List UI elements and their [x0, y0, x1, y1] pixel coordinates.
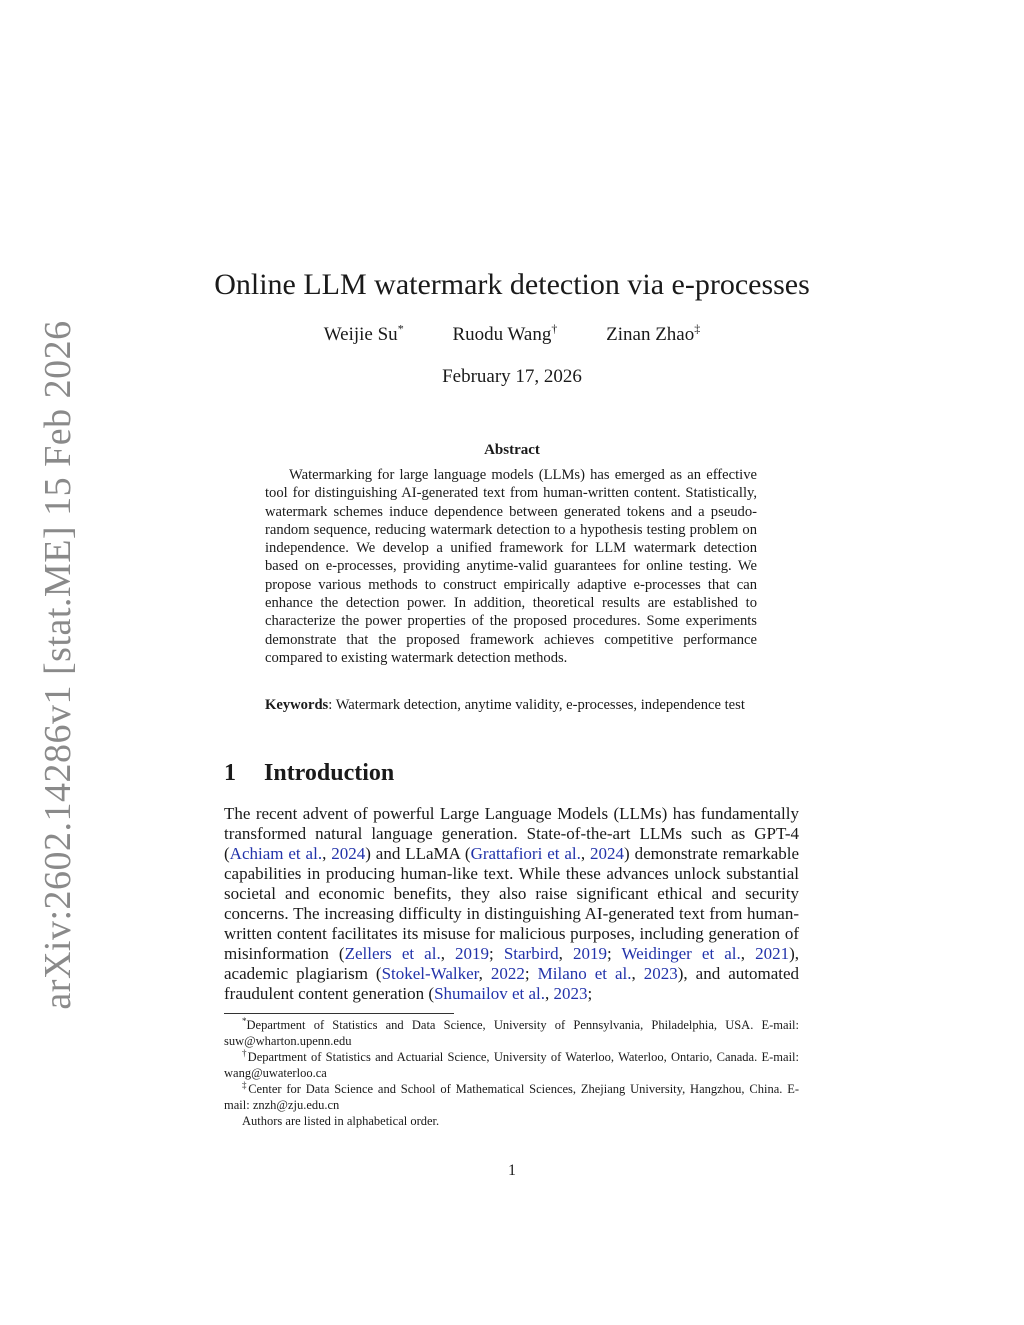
keywords-label: Keywords	[265, 697, 329, 713]
citation-link-stokel-walker[interactable]: Stokel-Walker	[381, 964, 479, 983]
intro-text: ;	[606, 944, 622, 963]
paper-date: February 17, 2026	[442, 366, 582, 387]
citation-link-grattafiori[interactable]: Grattafiori et al.	[470, 844, 581, 863]
abstract-text: Watermarking for large language models (LLMs) has emerged as an effective tool for distinguishing AI-generated text from human-written content. Statistically, watermark schemes induce dependence between generated tokens and a pseudo-random sequence, reducing watermark detection to a hypothesis testing problem on independence. We develop a unified framework for LLM watermark detection based on e-processes, providing anytime-valid guarantees for online testing. We propose various methods to construct empirically adaptive e-processes that can enhance the detection power. In addition, theoretical results are established to characterize the power properties of the proposed procedures. Some experiments demonstrate that the proposed framework achieves competitive performance compared to existing watermark detection methods.	[265, 467, 757, 666]
author-zhao	[606, 321, 701, 346]
footnote-mark: ‡	[242, 1079, 249, 1090]
citation-year-link-milano[interactable]: 2023	[643, 964, 678, 983]
citation-link-weidinger[interactable]: Weidinger et al.	[621, 944, 741, 963]
author-footnote-mark: †	[551, 321, 558, 336]
intro-text: ), and automated fraudulent content generation (	[224, 964, 800, 1003]
footnote-mark: *	[242, 1015, 247, 1026]
section-heading-introduction	[224, 760, 394, 787]
intro-text: ), academic plagiarism (	[224, 944, 800, 983]
citation-year-link-weidinger[interactable]: 2021	[755, 944, 790, 963]
footnote-divider	[224, 1013, 454, 1014]
citation-year-link-stokel-walker[interactable]: 2022	[490, 964, 525, 983]
citation-year-link-zellers[interactable]: 2019	[455, 944, 490, 963]
footnotes	[224, 1017, 799, 1129]
paper-title: Online LLM watermark detection via e-processes	[214, 268, 810, 301]
footnote-text: Center for Data Science and School of Mathematical Sciences, Zhejiang University, Hangzhou, China. E-mail: znzh@zju.edu.cn	[224, 1082, 799, 1112]
intro-text: ) demonstrate remarkable capabilities in producing human-like text. While these advances unlock substantial societal and economic benefits, they also raise significant ethical and security concerns. The increasing difficulty in distinguishing AI-generated text from human-written content facilitates its misuse for malicious purposes, including generation of misinformation (	[224, 844, 800, 963]
introduction-paragraph	[224, 804, 799, 1004]
intro-text: ;	[524, 964, 538, 983]
citation-year-link-starbird[interactable]: 2019	[572, 944, 607, 963]
footnote-text: Department of Statistics and Data Science, University of Pennsylvania, Philadelphia, USA. E-mail: suw@wharton.upenn.edu	[224, 1018, 799, 1048]
author-su	[323, 321, 404, 346]
author-name: Weijie Su	[323, 324, 398, 345]
author-footnote-mark: *	[397, 321, 404, 336]
author-name: Ruodu Wang	[452, 324, 552, 345]
keywords-text: : Watermark detection, anytime validity, e-processes, independence test	[328, 697, 745, 713]
arxiv-identifier-watermark: arXiv:2602.14286v1 [stat.ME] 15 Feb 2026	[37, 320, 79, 1010]
keywords	[265, 696, 757, 714]
intro-text: The recent advent of powerful Large Language Models (LLMs) has fundamentally transformed natural language generation. State-of-the-art LLMs such as GPT-4 (	[224, 804, 799, 863]
author-name: Zinan Zhao	[606, 324, 695, 345]
footnote-text: Department of Statistics and Actuarial Science, University of Waterloo, Waterloo, Ontario, Canada. E-mail: wang@uwaterloo.ca	[224, 1050, 799, 1080]
citation-link-starbird[interactable]: Starbird	[503, 944, 559, 963]
intro-text: ;	[489, 944, 504, 963]
intro-text: ,	[558, 944, 573, 963]
footnote-wang	[224, 1049, 799, 1081]
citation-year-link-shumailov[interactable]: 2023	[553, 984, 588, 1003]
citation-year-link-grattafiori[interactable]: 2024	[590, 844, 625, 863]
intro-text: ,	[580, 844, 591, 863]
section-title: Introduction	[264, 760, 395, 786]
footnote-zhao	[224, 1081, 799, 1113]
footnote-su	[224, 1017, 799, 1049]
footnote-mark: †	[242, 1047, 248, 1058]
author-wang	[452, 321, 558, 346]
author-list	[0, 321, 1024, 346]
citation-link-milano[interactable]: Milano et al.	[537, 964, 632, 983]
intro-text: ,	[631, 964, 644, 983]
citation-link-achiam[interactable]: Achiam et al.	[229, 844, 323, 863]
intro-text: ,	[740, 944, 756, 963]
intro-text: ,	[545, 984, 554, 1003]
citation-link-shumailov[interactable]: Shumailov et al.	[434, 984, 546, 1003]
abstract-heading: Abstract	[484, 442, 540, 458]
author-footnote-mark: ‡	[694, 321, 701, 336]
intro-text: ,	[322, 844, 332, 863]
citation-year-link-achiam[interactable]: 2024	[331, 844, 366, 863]
citation-link-zellers[interactable]: Zellers et al.	[344, 944, 441, 963]
page-number: 1	[508, 1162, 516, 1179]
intro-text: ,	[440, 944, 456, 963]
footnote-author-order	[224, 1113, 799, 1129]
intro-text: ) and LLaMA (	[365, 844, 471, 863]
intro-text: ,	[478, 964, 491, 983]
intro-text: ;	[587, 984, 593, 1003]
footnote-text: Authors are listed in alphabetical order.	[242, 1114, 440, 1128]
section-number: 1	[224, 760, 236, 786]
